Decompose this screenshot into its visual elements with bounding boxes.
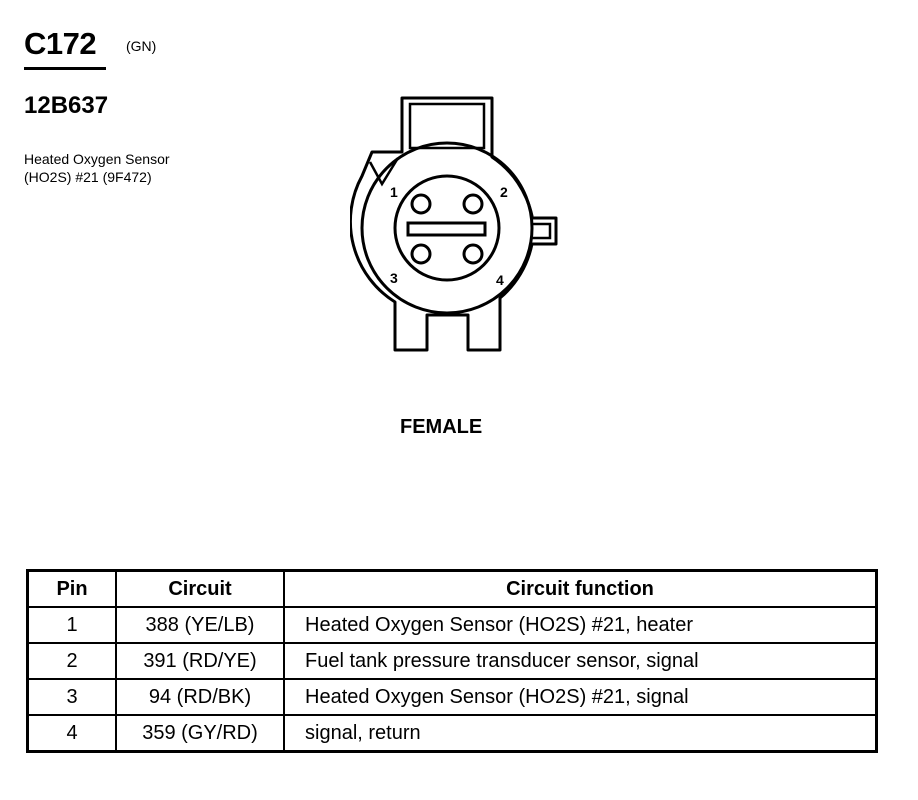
pin-assignment-table — [26, 569, 878, 753]
circuit-cell: 388 (YE/LB) — [116, 607, 284, 643]
terminal-1 — [412, 195, 430, 213]
pin-label-4: 4 — [496, 272, 504, 288]
table-row — [28, 607, 877, 643]
pin-cell: 2 — [28, 643, 117, 679]
pin-label-1: 1 — [390, 184, 398, 200]
function-cell: Fuel tank pressure transducer sensor, signal — [284, 643, 877, 679]
circuit-cell: 94 (RD/BK) — [116, 679, 284, 715]
table-header-row — [28, 571, 877, 608]
pin-cell: 1 — [28, 607, 117, 643]
table-row — [28, 715, 877, 752]
pin-label-3: 3 — [390, 270, 398, 286]
pin-cell: 3 — [28, 679, 117, 715]
circuit-cell: 391 (RD/YE) — [116, 643, 284, 679]
connector-id: C172 — [24, 26, 97, 61]
connector-face-diagram — [350, 92, 570, 362]
connector-id-underline — [24, 67, 106, 70]
pin-label-2: 2 — [500, 184, 508, 200]
connector-view-label: FEMALE — [400, 416, 483, 438]
function-cell: Heated Oxygen Sensor (HO2S) #21, signal — [284, 679, 877, 715]
table-row — [28, 643, 877, 679]
column-header-function: Circuit function — [284, 571, 877, 608]
component-name-line-1: Heated Oxygen Sensor — [24, 151, 170, 167]
center-slot — [408, 223, 485, 235]
part-number: 12B637 — [24, 92, 109, 119]
terminal-3 — [412, 245, 430, 263]
table-row — [28, 679, 877, 715]
circuit-cell: 359 (GY/RD) — [116, 715, 284, 752]
terminal-4 — [464, 245, 482, 263]
component-name-line-2: (HO2S) #21 (9F472) — [24, 169, 152, 185]
function-cell: signal, return — [284, 715, 877, 752]
terminal-2 — [464, 195, 482, 213]
column-header-circuit: Circuit — [116, 571, 284, 608]
connector-color-code: (GN) — [126, 38, 157, 54]
function-cell: Heated Oxygen Sensor (HO2S) #21, heater — [284, 607, 877, 643]
column-header-pin: Pin — [28, 571, 117, 608]
pin-cell: 4 — [28, 715, 117, 752]
